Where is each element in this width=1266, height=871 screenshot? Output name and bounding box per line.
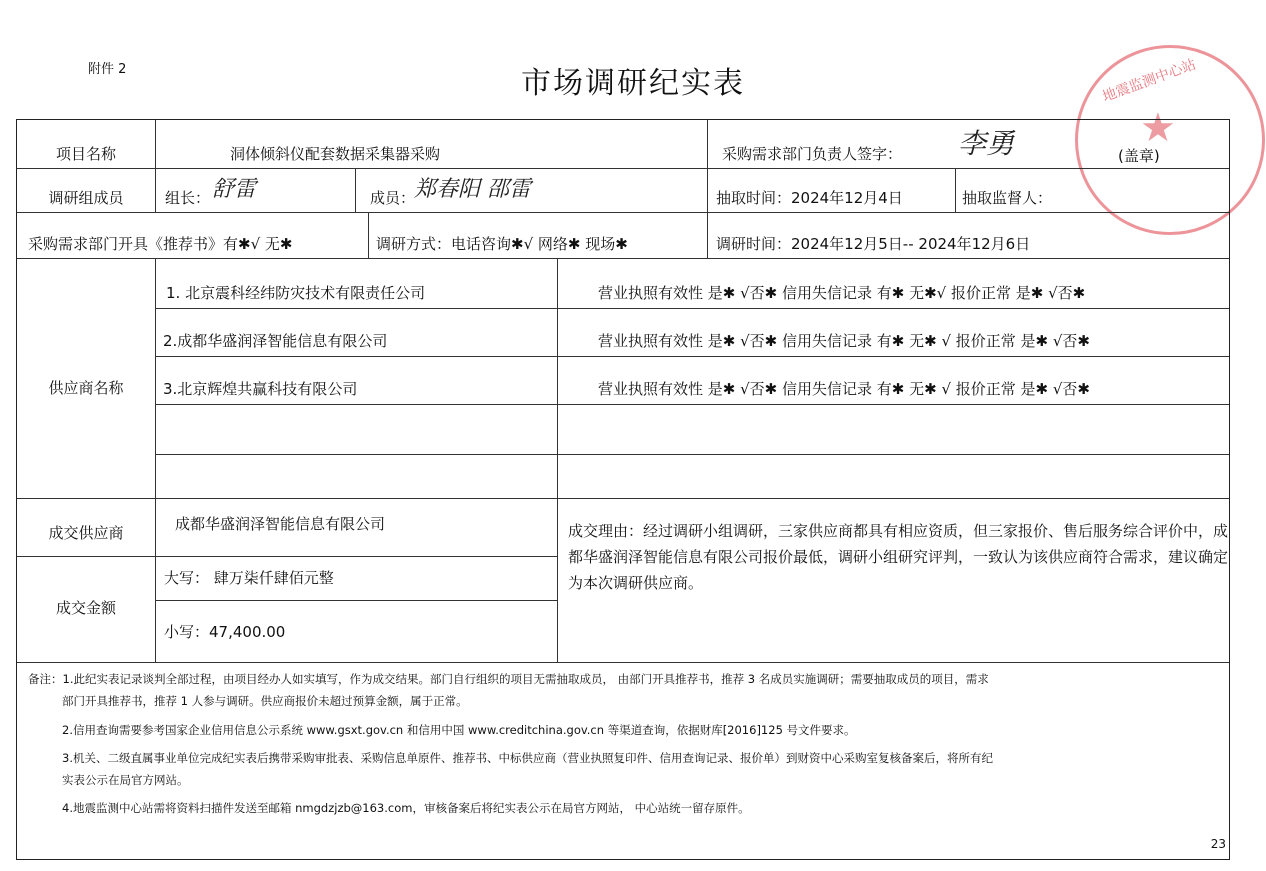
extract-time: 抽取时间：2024年12月4日 [716, 189, 903, 207]
project-name-label: 项目名称 [55, 145, 116, 163]
research-method: 调研方式：电话咨询✱√ 网络✱ 现场✱ [376, 235, 628, 253]
attachment-label: 附件 2 [88, 62, 127, 77]
supplier-label: 供应商名称 [48, 379, 124, 397]
page-title: 市场调研纪实表 [521, 66, 745, 101]
project-name-value: 洞体倾斜仪配套数据采集器采购 [230, 145, 441, 163]
supplier-check: 营业执照有效性 是✱ √否✱ 信用失信记录 有✱ 无✱ √ 报价正常 是✱ √否✱ [598, 380, 1090, 398]
page-number: 23 [1210, 837, 1226, 851]
team-members-label: 调研组成员 [48, 189, 124, 207]
seal-label: (盖章) [1118, 147, 1160, 165]
leader-signature: 舒雷 [212, 177, 257, 202]
member-signatures: 郑春阳 邵雷 [414, 177, 531, 202]
note-1-cont: 部门开具推荐书，推荐 1 人参与调研。供应商报价未超过预算金额，属于正常。 [62, 694, 468, 708]
supplier-name: 2.成都华盛润泽智能信息有限公司 [163, 332, 388, 350]
note-2: 2.信用查询需要参考国家企业信用信息公示系统 www.gsxt.gov.cn 和信用中国 www.creditchina.gov.cn 等渠道查询，依据财库[2016]125 号文件要求。 [62, 723, 856, 737]
deal-amount-label: 成交金额 [55, 599, 116, 617]
amount-lower: 小写：47,400.00 [164, 623, 286, 641]
member-label: 成员： [370, 189, 416, 207]
amount-upper: 大写： 肆万柒仟肆佰元整 [164, 569, 334, 587]
extract-supervisor: 抽取监督人： [962, 189, 1053, 207]
stamp-text: 地震监测中心站 [1100, 56, 1199, 106]
supplier-check: 营业执照有效性 是✱ √否✱ 信用失信记录 有✱ 无✱√ 报价正常 是✱ √否✱ [598, 284, 1086, 302]
note-1: 备注：1.此纪实表记录谈判全部过程，由项目经办人如实填写，作为成交结果。部门自行组织的项目无需抽取成员， 由部门开具推荐书，推荐 3 名成员实施调研；需要抽取成员的项目，需求 [28, 672, 989, 686]
deal-supplier-value: 成都华盛润泽智能信息有限公司 [175, 515, 386, 533]
deal-supplier-label: 成交供应商 [48, 524, 124, 542]
manager-signature: 李勇 [958, 127, 1015, 160]
deal-reason: 成交理由：经过调研小组调研，三家供应商都具有相应资质，但三家报价、售后服务综合评价中，成都华盛润泽智能信息有限公司报价最低，调研小组研究评判，一致认为该供应商符合需求，建议确定为本次调研供应商。 [568, 522, 1229, 592]
supplier-name: 3.北京辉煌共赢科技有限公司 [163, 380, 358, 398]
note-3-cont: 实表公示在局官方网站。 [62, 773, 189, 787]
supplier-check: 营业执照有效性 是✱ √否✱ 信用失信记录 有✱ 无✱ √ 报价正常 是✱ √否✱ [598, 332, 1090, 350]
sign-label: 采购需求部门负责人签字： [722, 145, 903, 163]
note-4: 4.地震监测中心站需将资料扫描件发送至邮箱 nmgdzjzb@163.com，审核备案后将纪实表公示在局官方网站， 中心站统一留存原件。 [62, 801, 750, 815]
research-time: 调研时间：2024年12月5日-- 2024年12月6日 [716, 235, 1031, 253]
leader-label: 组长： [165, 189, 211, 207]
note-3: 3.机关、二级直属事业单位完成纪实表后携带采购审批表、采购信息单原件、推荐书、中标供应商（营业执照复印件、信用查询记录、报价单）到财资中心采购室复核备案后，将所有纪 [62, 751, 993, 765]
supplier-name: 1. 北京震科经纬防灾技术有限责任公司 [166, 284, 426, 302]
stamp-star-icon: ★ [1140, 105, 1176, 151]
recommendation-letter: 采购需求部门开具《推荐书》有✱√ 无✱ [28, 235, 293, 253]
